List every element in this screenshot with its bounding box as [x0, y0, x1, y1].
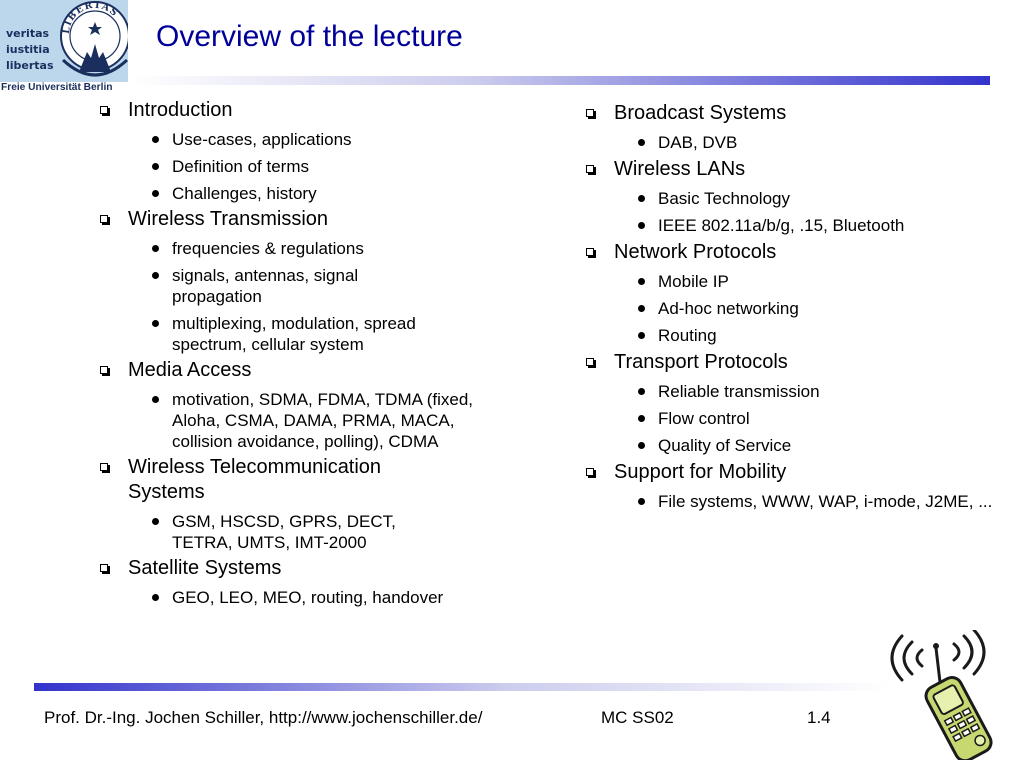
list-item	[128, 313, 462, 355]
topic-label: Network Protocols	[614, 241, 777, 263]
seal-text: LIBERTAS	[60, 0, 121, 35]
topic-introduction	[96, 98, 516, 204]
logo-motto	[6, 26, 58, 74]
list-item-text: signals, antennas, signal propagation	[172, 266, 359, 306]
hollow-square-icon	[100, 463, 108, 471]
mobile-phone-icon	[884, 630, 1004, 760]
topic-support-for-mobility	[582, 460, 1002, 512]
list-item	[128, 129, 516, 150]
list-item-text: Basic Technology	[658, 189, 790, 208]
hollow-square-icon	[100, 215, 108, 223]
right-topic-column	[582, 101, 1002, 516]
footer-divider	[34, 683, 890, 691]
filled-circle-icon	[638, 498, 645, 505]
logo-motto-line: libertas	[6, 59, 54, 72]
topic-label: Support for Mobility	[614, 461, 787, 483]
list-item-text: multiplexing, modulation, spread spectrum, cellular system	[172, 314, 416, 354]
filled-circle-icon	[638, 388, 645, 395]
university-name: Freie Universität Berlin	[1, 82, 113, 93]
filled-circle-icon	[152, 396, 159, 403]
filled-circle-icon	[638, 442, 645, 449]
filled-circle-icon	[152, 245, 159, 252]
topic-label: Wireless LANs	[614, 158, 746, 180]
filled-circle-icon	[638, 195, 645, 202]
list-item	[614, 325, 1002, 346]
hollow-square-icon	[586, 358, 594, 366]
topic-network-protocols	[582, 240, 1002, 346]
topic-label: Introduction	[128, 99, 233, 121]
list-item-text: File systems, WWW, WAP, i-mode, J2ME, ...	[658, 492, 993, 511]
topic-label: Satellite Systems	[128, 557, 282, 579]
topic-wireless-telecommunication	[96, 455, 516, 553]
list-item-text: Ad-hoc networking	[658, 299, 799, 318]
list-item-text: Definition of terms	[172, 157, 309, 176]
hollow-square-icon	[586, 248, 594, 256]
list-item	[614, 491, 998, 512]
filled-circle-icon	[152, 594, 159, 601]
hollow-square-icon	[100, 366, 108, 374]
filled-circle-icon	[638, 278, 645, 285]
topic-label: Transport Protocols	[614, 351, 788, 373]
list-item	[128, 156, 516, 177]
filled-circle-icon	[152, 320, 159, 327]
filled-circle-icon	[152, 136, 159, 143]
list-item-text: motivation, SDMA, FDMA, TDMA (fixed, Aloha, CSMA, DAMA, PRMA, MACA, collision avoidance, polling), CDMA	[172, 390, 474, 451]
topic-media-access	[96, 358, 516, 452]
topic-satellite-systems	[96, 556, 516, 608]
hollow-square-icon	[586, 109, 594, 117]
list-item-text: Quality of Service	[658, 436, 792, 455]
list-item	[128, 511, 457, 553]
footer-course: MC SS02	[601, 708, 674, 727]
list-item	[614, 381, 1002, 402]
hollow-square-icon	[100, 564, 108, 572]
list-item-text: Use-cases, applications	[172, 130, 352, 149]
topic-label: Media Access	[128, 359, 252, 381]
filled-circle-icon	[152, 163, 159, 170]
list-item	[614, 188, 1002, 209]
footer-author: Prof. Dr.-Ing. Jochen Schiller, http://www.jochenschiller.de/	[44, 708, 483, 727]
title-divider	[132, 76, 990, 85]
slide-title: Overview of the lecture	[156, 20, 463, 53]
list-item-text: Mobile IP	[658, 272, 729, 291]
filled-circle-icon	[638, 415, 645, 422]
filled-circle-icon	[638, 305, 645, 312]
list-item	[128, 265, 422, 307]
list-item	[614, 215, 1002, 236]
list-item-text: Challenges, history	[172, 184, 317, 203]
hollow-square-icon	[100, 106, 108, 114]
filled-circle-icon	[638, 332, 645, 339]
filled-circle-icon	[152, 518, 159, 525]
page-number: 1.4	[807, 708, 831, 727]
list-item	[128, 238, 516, 259]
logo-motto-line: iustitia	[6, 43, 50, 56]
topic-label: Wireless Transmission	[128, 208, 329, 230]
list-item	[614, 132, 1002, 153]
list-item	[614, 298, 1002, 319]
list-item	[614, 435, 1002, 456]
logo-motto-line: veritas	[6, 27, 50, 40]
list-item	[614, 408, 1002, 429]
topic-wireless-lans	[582, 157, 1002, 236]
list-item-text: Flow control	[658, 409, 750, 428]
topic-broadcast-systems	[582, 101, 1002, 153]
topic-label: Wireless Telecommunication Systems	[128, 456, 382, 503]
list-item	[128, 587, 516, 608]
list-item-text: Reliable transmission	[658, 382, 820, 401]
list-item-text: IEEE 802.11a/b/g, .15, Bluetooth	[658, 216, 905, 235]
list-item-text: GEO, LEO, MEO, routing, handover	[172, 588, 444, 607]
filled-circle-icon	[152, 272, 159, 279]
seal-icon	[57, 0, 128, 82]
topic-wireless-transmission	[96, 207, 516, 355]
list-item	[128, 183, 516, 204]
university-logo	[0, 0, 128, 96]
filled-circle-icon	[152, 190, 159, 197]
list-item-text: Routing	[658, 326, 717, 345]
list-item-text: frequencies & regulations	[172, 239, 364, 258]
hollow-square-icon	[586, 468, 594, 476]
hollow-square-icon	[586, 165, 594, 173]
topic-transport-protocols	[582, 350, 1002, 456]
list-item-text: DAB, DVB	[658, 133, 738, 152]
filled-circle-icon	[638, 222, 645, 229]
list-item	[128, 389, 502, 452]
topic-label: Broadcast Systems	[614, 102, 787, 124]
list-item-text: GSM, HSCSD, GPRS, DECT, TETRA, UMTS, IMT-2000	[172, 512, 396, 552]
filled-circle-icon	[638, 139, 645, 146]
left-topic-column	[96, 98, 516, 611]
list-item	[614, 271, 1002, 292]
